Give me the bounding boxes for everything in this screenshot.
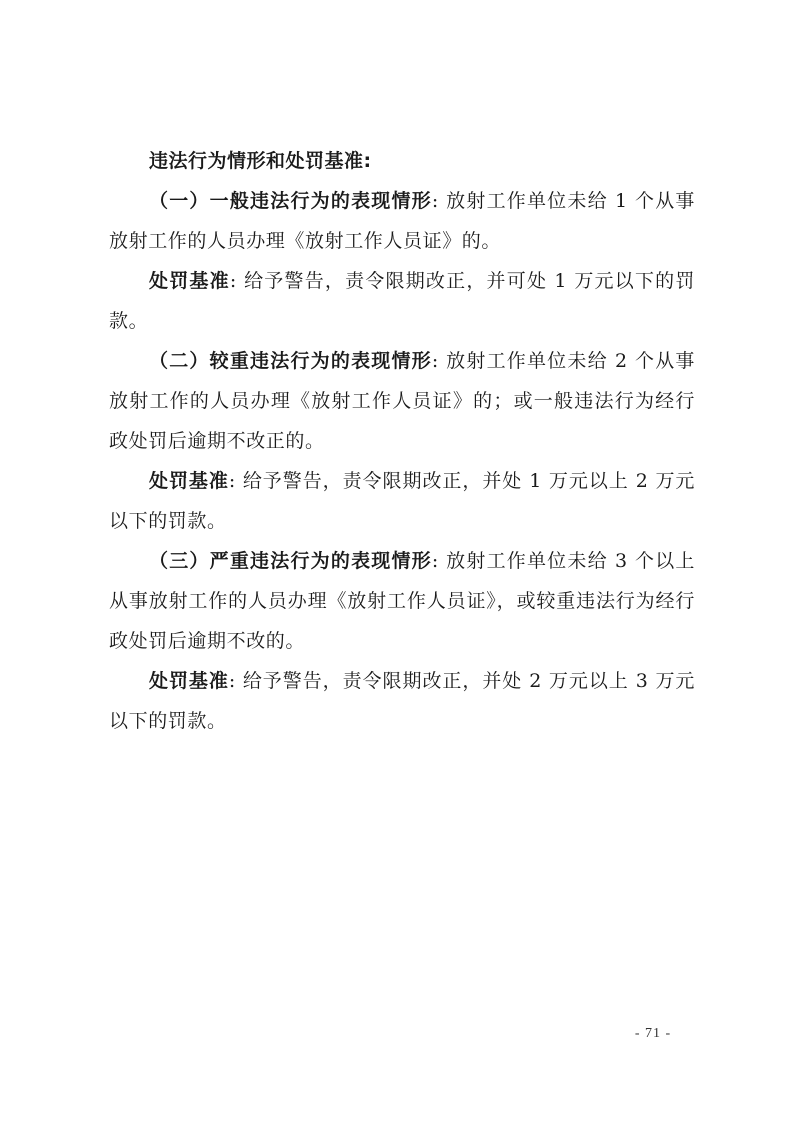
paragraph-penalty-general: [109, 261, 695, 341]
page-number: - 71 -: [634, 1026, 672, 1041]
paragraph-penalty-serious: [109, 461, 695, 541]
paragraph-label: 处罚基准: [149, 270, 230, 292]
paragraph-text: : 给予警告，责令限期改正，并处 2 万元以上 3 万元以下的罚款。: [109, 670, 696, 732]
paragraph-severe-violation: [109, 541, 695, 661]
paragraph-text: : 放射工作单位未给 1 个从事放射工作的人员办理《放射工作人员证》的。: [109, 190, 695, 252]
paragraph-text: : 放射工作单位未给 3 个以上从事放射工作的人员办理《放射工作人员证》，或较重违法行为经行政处罚后逾期不改的。: [109, 550, 695, 652]
paragraph-label: 处罚基准: [149, 470, 229, 492]
paragraph-label: （二）较重违法行为的表现情形: [149, 350, 432, 372]
paragraph-text: : 给予警告，责令限期改正，并可处 1 万元以下的罚款。: [109, 270, 695, 332]
document-body: [109, 141, 695, 741]
paragraph-serious-violation: [109, 341, 695, 461]
paragraph-label: （三）严重违法行为的表现情形: [149, 550, 432, 572]
paragraph-label: （一）一般违法行为的表现情形: [149, 190, 432, 212]
paragraph-text: : 给予警告，责令限期改正，并处 1 万元以上 2 万元以下的罚款。: [109, 470, 696, 532]
paragraph-label: 处罚基准: [149, 670, 229, 692]
section-heading: 违法行为情形和处罚基准:: [149, 150, 372, 172]
paragraph-text: : 放射工作单位未给 2 个从事放射工作的人员办理《放射工作人员证》的；或一般违法行为经行政处罚后逾期不改正的。: [109, 350, 695, 452]
paragraph-general-violation: [109, 181, 695, 261]
paragraph-penalty-severe: [109, 661, 695, 741]
